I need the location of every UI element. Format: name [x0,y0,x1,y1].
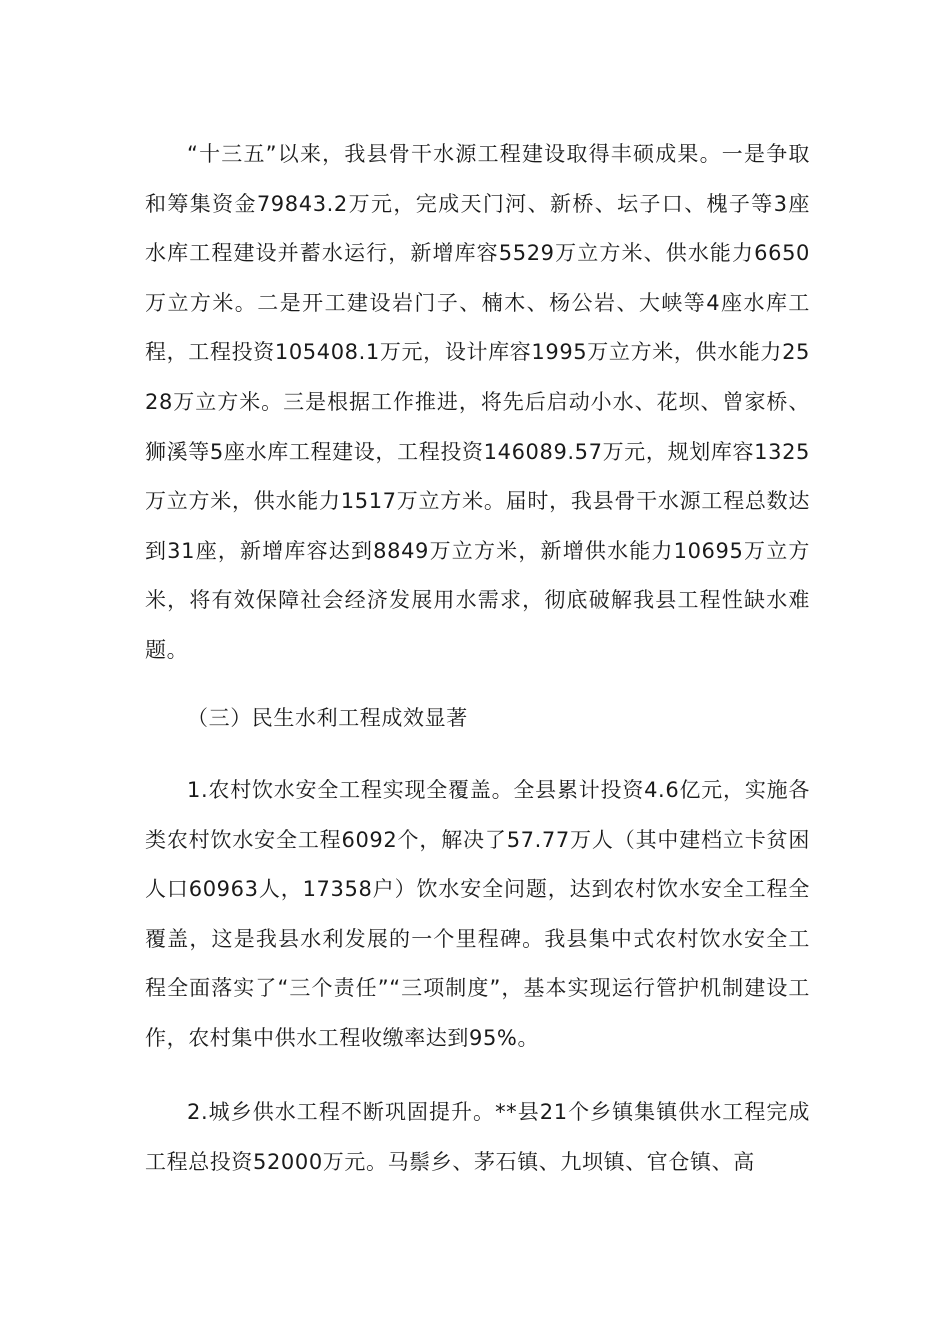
section-heading-livelihood-water: （三）民生水利工程成效显著 [187,706,468,730]
paragraph-urban-rural-water-supply: 2.城乡供水工程不断巩固提升。**县21个乡镇集镇供水工程完成工程总投资52000万元。马鬃乡、茅石镇、九坝镇、官仓镇、高 [145,1100,810,1174]
paragraph-water-source-achievements: “十三五”以来，我县骨干水源工程建设取得丰硕成果。一是争取和筹集资金79843.2万元，完成天门河、新桥、坛子口、槐子等3座水库工程建设并蓄水运行，新增库容5529万立方米、供水能力6650万立方米。二是开工建设岩门子、楠木、杨公岩、大峡等4座水库工程，工程投资105408.1万元，设计库容1995万立方米，供水能力2528万立方米。三是根据工作推进，将先后启动小水、花坝、曾家桥、狮溪等5座水库工程建设，工程投资146089.57万元，规划库容1325万立方米，供水能力1517万立方米。届时，我县骨干水源工程总数达到31座，新增库容达到8849万立方米，新增供水能力10695万立方米，将有效保障社会经济发展用水需求，彻底破解我县工程性缺水难题。 [145,142,810,662]
paragraph-rural-drinking-water: 1.农村饮水安全工程实现全覆盖。全县累计投资4.6亿元，实施各类农村饮水安全工程6092个，解决了57.77万人（其中建档立卡贫困人口60963人，17358户）饮水安全问题，达到农村饮水安全工程全覆盖，这是我县水利发展的一个里程碑。我县集中式农村饮水安全工程全面落实了“三个责任”“三项制度”，基本实现运行管护机制建设工作，农村集中供水工程收缴率达到95%。 [145,778,810,1050]
